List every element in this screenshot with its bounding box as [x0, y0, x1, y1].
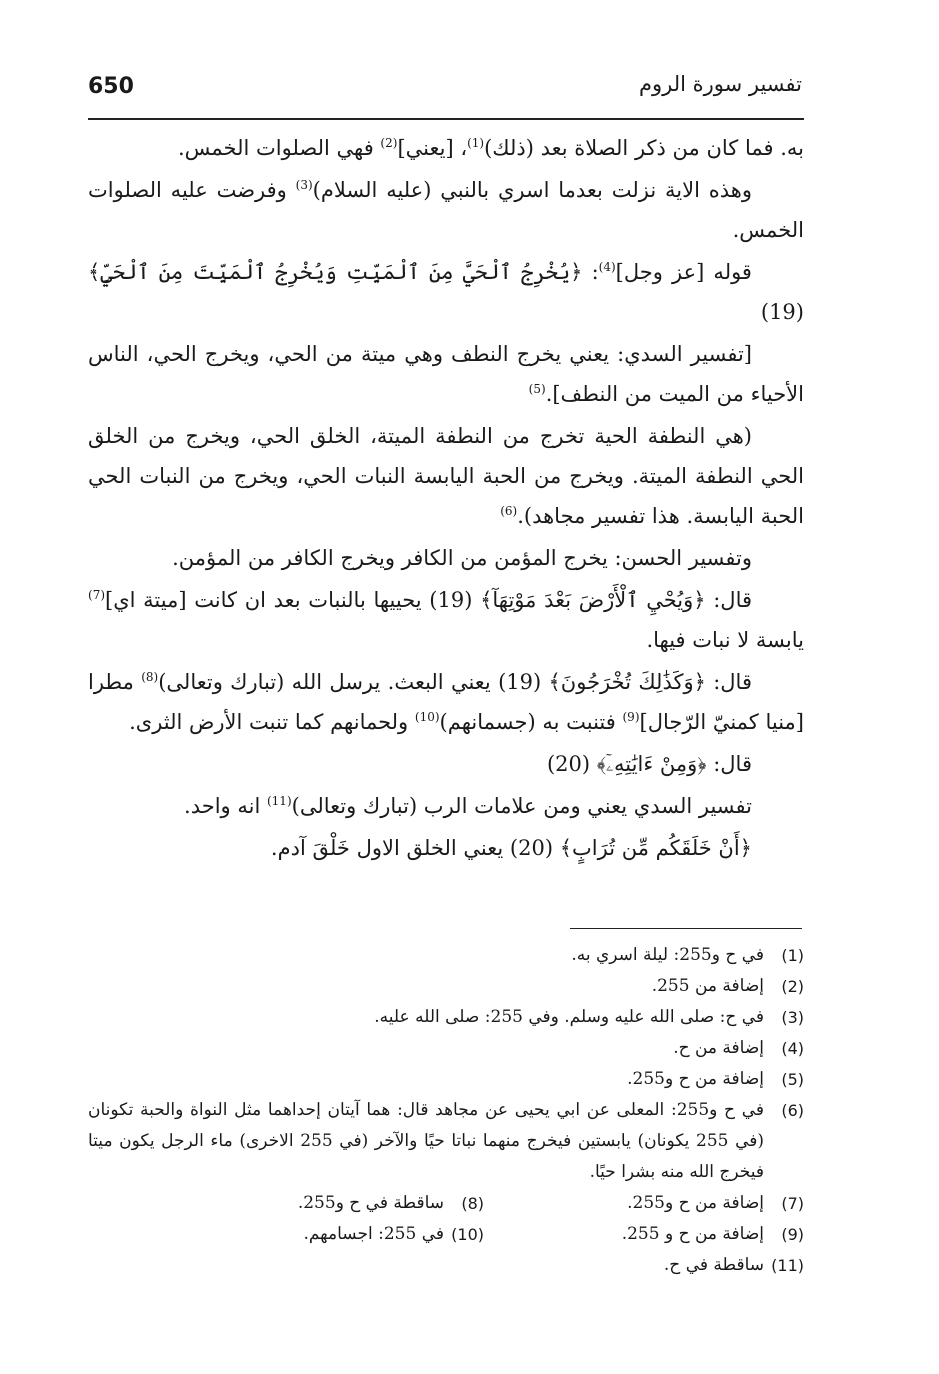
footnote-3: (3) في ح: صلى الله عليه وسلم. وفي 255: صلى الله عليه. — [374, 1007, 804, 1027]
header-divider — [88, 118, 804, 120]
paragraph-7-verse: قال: ﴿وَيُحْيِ ٱلْأَرْضَ بَعْدَ مَوْتِهَآ﴾ (19) يحييها بالنبات بعد ان كانت [ميتة اي]$^{(7)}$ يابسة لا نبات فيها. — [88, 588, 804, 652]
page-header — [88, 70, 802, 114]
page-number: 650 — [88, 74, 134, 99]
footnote-ref-5: (5) — [528, 382, 546, 396]
footnote-ref-11: (11) — [266, 794, 292, 808]
footnote-row-7-8 — [88, 1188, 804, 1219]
footnote-7: (7) إضافة من ح و255. — [627, 1193, 804, 1213]
footnote-ref-3: (3) — [295, 178, 313, 192]
paragraph-4: [تفسير السدي: يعني يخرج النطف وهي ميتة من الحي، ويخرج الحي، الناس الأحياء من الميت من النطف].$^{(5)}$ — [88, 342, 804, 406]
running-title: تفسير سورة الروم — [638, 72, 802, 96]
footnote-divider — [570, 928, 802, 929]
main-text — [88, 128, 804, 870]
footnote-row-9-10 — [88, 1219, 804, 1250]
paragraph-11-verse: ﴿أَنْ خَلَقَكُم مِّن تُرَابٍ﴾ (20) يعني الخلق الاول خَلْقَ آدم. — [270, 836, 752, 860]
footnote-ref-1: (1) — [467, 136, 485, 150]
footnote-4: (4) إضافة من ح. — [673, 1038, 804, 1058]
footnote-6: (6) في ح و255: المعلى عن ابي يحيى عن مجاهد قال: هما آيتان إحداهما مثل النواة والحبة تكونان (في 255 يكونان) يابستين فيخرج منهما نباتا حيًا والآخر (في 255 الاخرى) ماء الرجل يكون ميتا فيخرج الله منه بشرا حيًا. — [88, 1100, 804, 1182]
paragraph-9-verse: قال: ﴿وَمِنْ ءَايَٰتِهِۦٓ﴾ (20) — [546, 752, 752, 776]
footnote-ref-6: (6) — [500, 504, 518, 518]
footnote-2: (2) إضافة من 255. — [651, 976, 804, 996]
paragraph-6: وتفسير الحسن: يخرج المؤمن من الكافر ويخرج الكافر من المؤمن. — [172, 546, 752, 570]
footnote-8: (8) ساقطة في ح و255. — [297, 1193, 484, 1213]
footnote-9: (9) إضافة من ح و 255. — [621, 1224, 804, 1244]
footnote-11: (11) ساقطة في ح. — [663, 1255, 804, 1275]
footnote-10: (10) في 255: اجسامهم. — [303, 1224, 484, 1244]
footnote-ref-8: (8) — [141, 670, 159, 684]
paragraph-3-verse: قوله [عز وجل]$^{(4)}$: ﴿يُخْرِجُ ٱلْحَيَّ مِنَ ٱلْمَيِّتِ وَيُخْرِجُ ٱلْمَيِّتَ مِنَ ٱلْحَيِّ﴾ (19) — [88, 260, 804, 324]
footnote-ref-10: (10) — [414, 710, 440, 724]
footnote-1: (1) في ح و255: ليلة اسري به. — [571, 945, 804, 965]
footnote-ref-2: (2) — [380, 136, 398, 150]
footnote-ref-9: (9) — [622, 710, 640, 724]
paragraph-5: (هي النطفة الحية تخرج من النطفة الميتة، الخلق الحي، ويخرج من الخلق الحي النطفة الميتة. ويخرج من الحبة اليابسة النبات الحي، ويخرج من النبات الحي الحبة اليابسة. هذا تفسير مجاهد).$^{(6)}$ — [88, 424, 804, 528]
paragraph-8-verse: قال: ﴿وَكَذَٰلِكَ تُخْرَجُونَ﴾ (19) يعني البعث. يرسل الله (تبارك وتعالى)$^{(8)}$ مطرا [منيا كمنيّ الرّجال]$^{(9)}$ فتنبت به (جسمانهم)$^{(10)}$ ولحمانهم كما تنبت الأرض الثرى. — [88, 670, 804, 734]
paragraph-10: تفسير السدي يعني ومن علامات الرب (تبارك وتعالى)$^{(11)}$ انه واحد. — [184, 794, 752, 818]
footnote-5: (5) إضافة من ح و255. — [627, 1069, 804, 1089]
footnotes — [88, 940, 804, 1281]
footnote-ref-7: (7) — [88, 588, 106, 602]
paragraph-2: وهذه الاية نزلت بعدما اسري بالنبي (عليه السلام)$^{(3)}$ وفرضت عليه الصلوات الخمس. — [88, 178, 804, 242]
footnote-ref-4: (4) — [598, 260, 616, 274]
paragraph-1: به. فما كان من ذكر الصلاة بعد (ذلك)$^{(1)}$، [يعني]$^{(2)}$ فهي الصلوات الخمس. — [177, 136, 804, 160]
